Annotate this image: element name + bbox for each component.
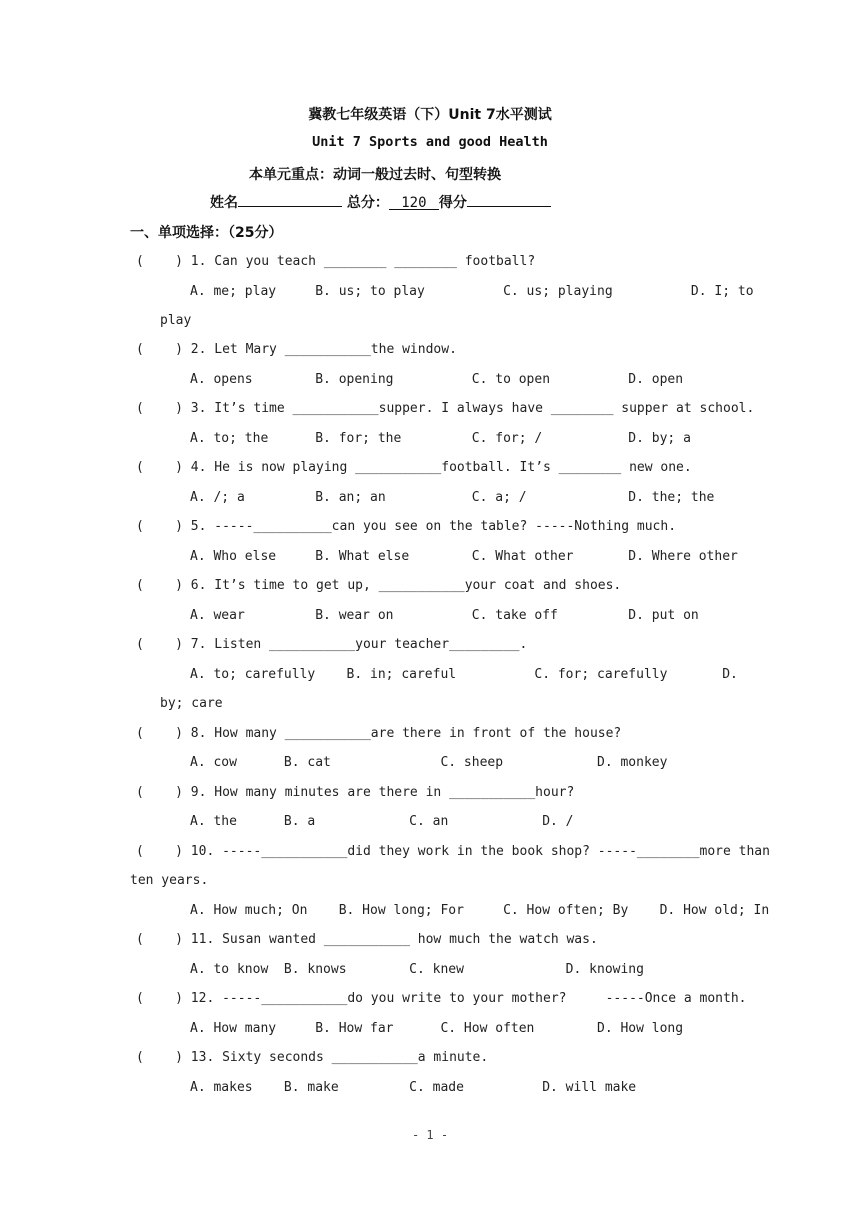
score-blank <box>467 192 551 207</box>
question-line: ( ) 1. Can you teach ________ ________ football? <box>136 254 536 269</box>
student-info-line <box>210 192 551 212</box>
section-heading: 一、单项选择：（25分） <box>130 225 283 241</box>
options-wrap: by; care <box>160 696 223 711</box>
question-line: ( ) 2. Let Mary ___________the window. <box>136 342 457 357</box>
options-line: A. the B. a C. an D. / <box>190 814 574 829</box>
score-label: 得分 <box>438 195 467 211</box>
total-value: 120 <box>389 195 439 210</box>
options-line: A. to; carefully B. in; careful C. for; carefully D. <box>190 667 738 682</box>
question-line: ( ) 10. -----___________did they work in the book shop? -----________more than <box>136 844 770 859</box>
exam-title: 冀教七年级英语（下）Unit 7水平测试 <box>308 107 552 123</box>
options-line: A. to know B. knows C. knew D. knowing <box>190 962 644 977</box>
question-line: ( ) 12. -----___________do you write to your mother? -----Once a month. <box>136 991 747 1006</box>
question-line: ( ) 11. Susan wanted ___________ how much the watch was. <box>136 932 598 947</box>
options-line: A. How many B. How far C. How often D. How long <box>190 1021 684 1036</box>
unit-focus: 本单元重点：动词一般过去时、句型转换 <box>249 167 501 183</box>
options-wrap: play <box>160 313 192 328</box>
question-line: ( ) 13. Sixty seconds ___________a minute. <box>136 1050 489 1065</box>
question-line: ( ) 8. How many ___________are there in front of the house? <box>136 726 622 741</box>
options-line: A. /; a B. an; an C. a; / D. the; the <box>190 490 715 505</box>
name-label: 姓名 <box>210 195 238 211</box>
options-line: A. cow B. cat C. sheep D. monkey <box>190 755 668 770</box>
options-line: A. makes B. make C. made D. will make <box>190 1080 637 1095</box>
page-number: - 1 - <box>411 1128 449 1142</box>
name-blank <box>238 192 342 207</box>
options-line: A. Who else B. What else C. What other D. Where other <box>190 549 738 564</box>
options-line: A. opens B. opening C. to open D. open <box>190 372 684 387</box>
options-line: A. How much; On B. How long; For C. How often; By D. How old; In <box>190 903 770 918</box>
total-label: 总分： <box>342 195 389 211</box>
question-line: ( ) 4. He is now playing ___________football. It’s ________ new one. <box>136 460 692 475</box>
question-line: ( ) 3. It’s time ___________supper. I always have ________ supper at school. <box>136 401 755 416</box>
unit-subtitle: Unit 7 Sports and good Health <box>312 134 548 150</box>
options-line: A. wear B. wear on C. take off D. put on <box>190 608 699 623</box>
question-line: ( ) 5. -----__________can you see on the table? -----Nothing much. <box>136 519 677 534</box>
question-line: ( ) 6. It’s time to get up, ___________your coat and shoes. <box>136 578 622 593</box>
question-wrap: ten years. <box>130 873 209 888</box>
question-line: ( ) 7. Listen ___________your teacher_________. <box>136 637 528 652</box>
options-line: A. to; the B. for; the C. for; / D. by; a <box>190 431 691 446</box>
options-line: A. me; play B. us; to play C. us; playing D. I; to <box>190 284 754 299</box>
question-line: ( ) 9. How many minutes are there in ___________hour? <box>136 785 575 800</box>
